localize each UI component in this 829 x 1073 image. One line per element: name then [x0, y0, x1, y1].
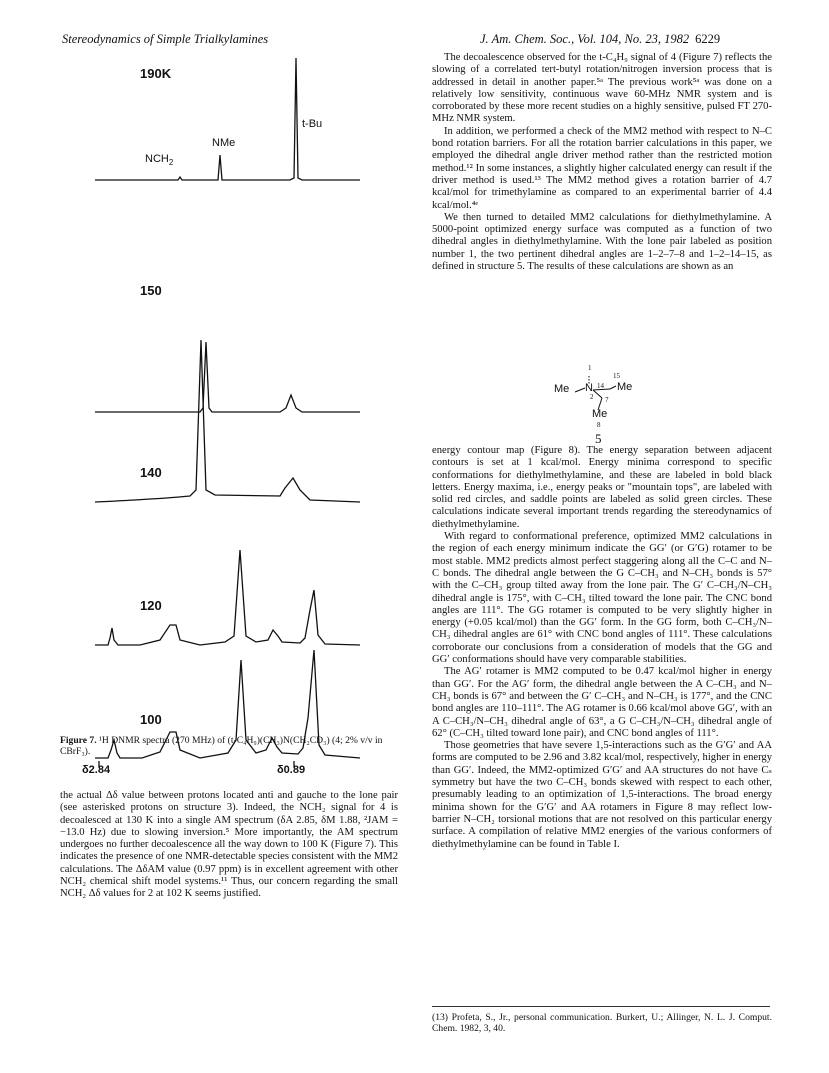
paragraph: Those geometries that have severe 1,5-interactions such as the G′G′ and AA forms are computed to be 2.96 and 3.82 kcal/mol, respectively, higher in energy than GG′. Indeed, the MM2-optimized G′G′ and AA structures do not have Cₛ symmetry but have the two C–CH₃ bonds skewed with respect to each other, presumably leading to an optimization of 1,5-interactions. The broad energy minima shown for the G′G′ and AA rotamers in Figure 8 may reflect low-barrier N–CH₂ torsional motions that are not resolved on this particular energy surface. A compilation of relative MM2 energies of the various conformers of diethylmethylamine can be found in Table I. [432, 740, 772, 850]
peak-label-tbu: t-Bu [302, 118, 323, 130]
methyl-bottom: Me [592, 408, 608, 420]
paragraph: The AG′ rotamer is MM2 computed to be 0.47 kcal/mol higher in energy than GG′. For the AG′ form, the dihedral angle between the A C–CH₃ and N–CH₃ bonds is 67° and between the G′ C–CH₃ and N–CH₃ is 177°, and the CNC bond angles are 110–111°. The AG rotamer is 0.66 kcal/mol above GG′, with an A C–CH₃/N–CH₃ dihedral angle of 63°, a G C–CH₃/N–CH₃ dihedral angle of 62° (C–CH₃ tilted toward lone pair), and CNC bond angles of 111°. [432, 666, 772, 739]
right-column-bottom-text [432, 445, 772, 851]
methyl-right: Me [617, 381, 633, 393]
journal-citation: J. Am. Chem. Soc., Vol. 104, No. 23, 1982 [480, 32, 690, 46]
temp-label-190k: 190K [140, 66, 172, 81]
paragraph: energy contour map (Figure 8). The energy separation between adjacent contours is set at 1 kcal/mol. Energy minima correspond to specific conformations for diethylmethylamine, and these are labeled in bold black letters. Energy maxima, i.e., energy peaks or "mountain tops", are labeled with solid red circles, and saddle points are labeled as solid green circles. These calculations indicate several important trends regarding the stereodynamics of diethylmethylamine. [432, 445, 772, 530]
paragraph: The decoalescence observed for the t-C₄H₉ signal of 4 (Figure 7) reflects the slowing of a correlated tert-butyl rotation/nitrogen inversion process that is addressed in detail in another paper.⁵ᵃ The previous work⁵ᵃ was done on a relatively low sensitivity, continuous wave 60-MHz NMR system and is corroborated by these more recent studies on a highly sensitive, pulsed FT 270-MHz NMR system. [432, 52, 772, 125]
trace-150 [95, 342, 360, 412]
nitrogen-atom: N [585, 382, 593, 394]
trace-120 [95, 550, 360, 645]
nch2-subscript: 2 [168, 158, 174, 168]
structure-5 [540, 364, 670, 446]
paragraph: With regard to conformational preference, optimized MM2 calculations in the region of each energy minimum indicate the GG′ (or G′G) rotamer to be most stable. MM2 predicts almost perfect staggering along all the C–C and N–C bonds. The dihedral angle between the G C–CH₃ and N–CH₃ bonds is 57° with the C–CH₃ group tilted away from the lone pair. The G′ C–CH₃/N–CH₃ dihedral angle is 175°, with C–CH₃ tilted toward the lone pair. The CNC bond angles are 111°. The GG rotamer is computed to be very slightly higher in energy (+0.05 kcal/mol) than the GG′ form. In the GG form, both C–CH₃/N–CH₃ dihedral angles are 61° with CNC bond angles of 111°. These calculations corroborate our conclusions from a consideration of models that the GG and GG′ conformations should have very comparable stabilities. [432, 531, 772, 666]
temp-label-150: 150 [140, 283, 162, 298]
methyl-left: Me [554, 383, 570, 395]
footnote-divider [432, 1006, 770, 1007]
temp-label-120: 120 [140, 598, 162, 613]
atom-number-7: 7 [605, 396, 609, 404]
peak-label-nme: NMe [212, 137, 236, 149]
paragraph: the actual Δδ value between protons located anti and gauche to the lone pair (see asterisked protons on structure 3). Indeed, the NCH₂ signal for 4 is decoalesced at 130 K into a single AM spectrum (δA 2.85, δM 1.88, ²JAM = −13.0 Hz) due to slowing inversion.⁵ More importantly, the AM spectrum undergoes no further decoalescence all the way down to 100 K (Figure 7). This indicates the presence of one NMR-detectable species consistent with the MM2 calculations. The ΔδAM value (0.97 ppm) is in excellent agreement with other NCH₂ chemical shift model systems.¹¹ Thus, our concern regarding the small NCH₂ Δδ values for 2 at 102 K seems justified. [60, 790, 398, 900]
atom-number-1: 1 [588, 364, 592, 372]
spectra-plot [60, 50, 405, 780]
left-column-text [60, 790, 398, 901]
axis-tick-label-right: δ0.89 [277, 764, 306, 776]
atom-number-14: 14 [597, 382, 604, 390]
paragraph: We then turned to detailed MM2 calculations for diethylmethylamine. A 5000-point optimized energy surface was computed as a function of two dihedral angles in diethylmethylamine. With the lone pair labeled as position number 1, the two pertinent dihedral angles are 1–2–7–8 and 1–2–14–15, as defined in structure 5. The results of these calculations are shown as an [432, 211, 772, 273]
nch2-text: NCH [145, 153, 169, 165]
axis-tick-label-left: δ2.84 [82, 764, 111, 776]
caption-text: ¹H DNMR spectra (270 MHz) of (t-C₄H₉)(CH₃)N(CH₂CD₃) (4; 2% v/v in CBrF₃). [60, 735, 383, 757]
figure-7-spectra [60, 50, 405, 780]
caption-label: Figure 7. [60, 735, 97, 746]
temp-label-100: 100 [140, 712, 162, 727]
temp-label-140: 140 [140, 465, 162, 480]
atom-number-2: 2 [590, 393, 594, 401]
running-header-journal [480, 32, 720, 47]
figure-caption [60, 735, 400, 757]
running-header-title: Stereodynamics of Simple Trialkylamines [62, 32, 269, 46]
page-number: 6229 [695, 32, 721, 46]
peak-label-nch2 [145, 153, 173, 167]
footnote-13: (13) Profeta, S., Jr., personal communication. Burkert, U.; Allinger, N. L. J. Comput. Chem. 1982, 3, 40. [432, 1012, 772, 1034]
structure-label: 5 [595, 431, 602, 446]
atom-number-8: 8 [597, 421, 601, 429]
paragraph: In addition, we performed a check of the MM2 method with respect to N–C bond rotation barriers. For all the rotation barrier calculations in this paper, we employed the dihedral angle driver method rather than the restricted motion method.¹² In some instances, a slightly higher calculated energy can result if the driver method is used.¹³ The MM2 method gives a rotation barrier of 4.7 kcal/mol for trimethylamine as compared to an experimental barrier of 4.4 kcal/mol.⁴ᵉ [432, 125, 772, 211]
atom-number-15: 15 [613, 372, 620, 380]
right-column-top-text [432, 52, 772, 273]
trace-140 [95, 340, 360, 502]
